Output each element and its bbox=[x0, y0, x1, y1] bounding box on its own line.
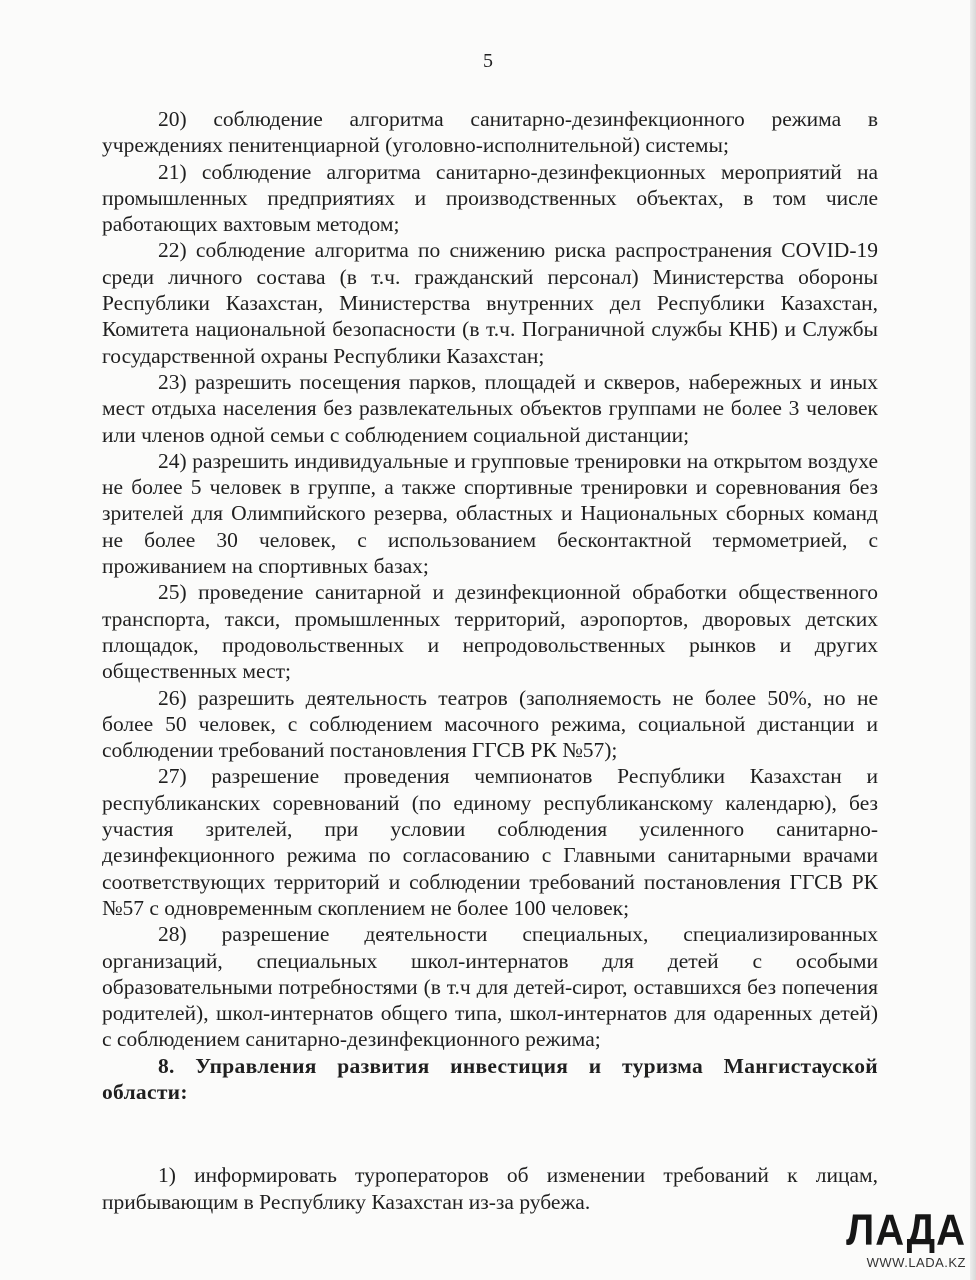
document-body bbox=[102, 106, 878, 1215]
list-item-23: 23) разрешить посещения парков, площадей и скверов, набережных и иных мест отдыха населения без развлекательных объектов группами не более 3 человек или членов одной семьи с соблюдением социальной дистанции; bbox=[102, 369, 878, 447]
section-item-1: 1) информировать туроператоров об изменении требований к лицам, прибывающим в Республику Казахстан из-за рубежа. bbox=[102, 1163, 878, 1214]
page-edge bbox=[970, 0, 976, 1280]
list-item-25: 25) проведение санитарной и дезинфекционной обработки общественного транспорта, такси, промышленных территорий, аэропортов, дворовых детских площадок, продовольственных и непродовольственных рынков и других общественных мест; bbox=[102, 580, 878, 684]
watermark-logo: ЛАДА bbox=[846, 1205, 966, 1255]
list-item-20: 20) соблюдение алгоритма санитарно-дезинфекционного режима в учреждениях пенитенциарной (уголовно-исполнительной) системы; bbox=[102, 107, 878, 158]
list-item-21: 21) соблюдение алгоритма санитарно-дезинфекционных мероприятий на промышленных предприятиях и производственных объектах, в том числе работающих вахтовым методом; bbox=[102, 159, 878, 237]
page-number: 5 bbox=[483, 50, 493, 72]
watermark-url: WWW.LADA.KZ bbox=[866, 1255, 966, 1270]
section-heading: 8. Управления развития инвестиция и туризма Мангистауской области: bbox=[102, 1053, 878, 1104]
spacer bbox=[102, 1105, 878, 1162]
list-item-27: 27) разрешение проведения чемпионатов Республики Казахстан и республиканских соревнований (по единому республиканскому календарю), без участия зрителей, при условии соблюдения усиленного санитарно-дезинфекционного режима по согласованию с Главными санитарными врачами соответствующих территорий и соблюдении требований постановления ГГСВ РК №57 с одновременным скоплением не более 100 человек; bbox=[102, 764, 878, 920]
list-item-22: 22) соблюдение алгоритма по снижению риска распространения COVID-19 среди личного состава (в т.ч. гражданский персонал) Министерства обороны Республики Казахстан, Министерства внутренних дел Республики Казахстан, Комитета национальной безопасности (в т.ч. Пограничной службы КНБ) и Службы государственной охраны Республики Казахстан; bbox=[102, 238, 878, 368]
watermark bbox=[846, 1205, 966, 1270]
list-item-26: 26) разрешить деятельность театров (заполняемость не более 50%, но не более 50 человек, с соблюдением масочного режима, социальной дистанции и соблюдении требований постановления ГГСВ РК №57); bbox=[102, 685, 878, 763]
list-item-24: 24) разрешить индивидуальные и групповые тренировки на открытом воздухе не более 5 человек в группе, а также спортивные тренировки и соревнования без зрителей для Олимпийского резерва, областных и Национальных сборных команд не более 30 человек, с использованием бесконтактной термометрией, с проживанием на спортивных базах; bbox=[102, 448, 878, 579]
list-item-28: 28) разрешение деятельности специальных, специализированных организаций, специальных школ-интернатов для детей с особыми образовательными потребностями (в т.ч для детей-сирот, оставшихся без попечения родителей), школ-интернатов общего типа, школ-интернатов для одаренных детей) с соблюдением санитарно-дезинфекционного режима; bbox=[102, 922, 878, 1052]
